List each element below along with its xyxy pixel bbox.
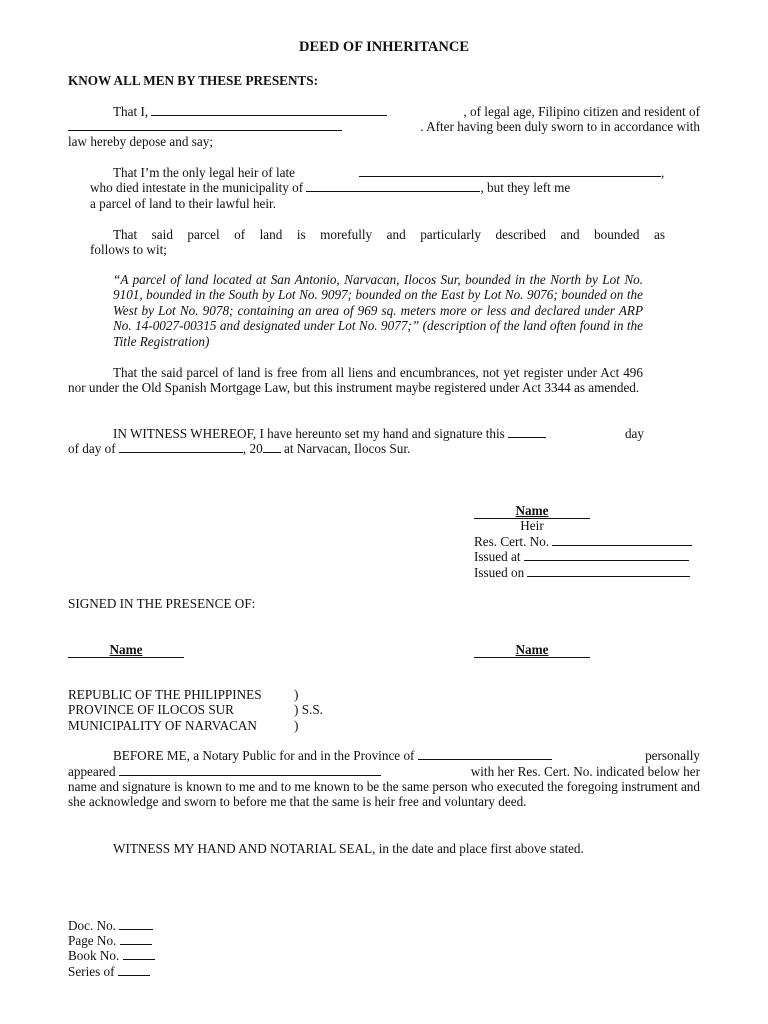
province-blank[interactable] [418, 749, 552, 760]
heir-role: Heir [520, 518, 544, 533]
issued-on-label: Issued on [474, 565, 525, 580]
paragraph-2-line-2 [90, 180, 570, 195]
res-cert-row [474, 534, 692, 549]
p1-text-a: That I, [113, 104, 152, 119]
notary-text-a: BEFORE ME, a Notary Public for and in the Province of [113, 748, 415, 763]
notary-text-e: name and signature is known to me and to me known to be the same person who executed the foregoing instrument and she acknowledge and sworn to before me that the same is heir free and voluntary deed. [68, 779, 700, 810]
series-label: Series of [68, 964, 115, 979]
doc-no-row [68, 918, 153, 933]
p1-text-d: law hereby depose and say; [68, 134, 214, 149]
p2-text-d: , but they left me [480, 180, 571, 195]
witness-seal: WITNESS MY HAND AND NOTARIAL SEAL, in the date and place first above stated. [113, 841, 584, 856]
venue-line-3: MUNICIPALITY OF NARVACAN [68, 718, 257, 733]
issued-at-blank[interactable] [524, 550, 689, 561]
paragraph-1-line-2 [68, 119, 700, 134]
p1-text-c: . After having been duly sworn to in accordance with [420, 119, 700, 134]
paragraph-4: That the said parcel of land is free from all liens and encumbrances, not yet register under Act 496 nor under the Old Spanish Mortgage Law, but this instrument maybe registered under Act 3344 as amended. [68, 365, 643, 396]
declarant-name-blank[interactable] [151, 105, 387, 116]
issued-at-label: Issued at [474, 549, 521, 564]
page-no-row [68, 933, 152, 948]
book-no-blank[interactable] [123, 949, 155, 960]
res-cert-label: Res. Cert. No. [474, 534, 550, 549]
p1-text-b: , of legal age, Filipino citizen and resident of [463, 104, 700, 119]
p5-text-b: day [624, 426, 644, 441]
document-title: DEED OF INHERITANCE [299, 39, 469, 55]
residence-blank[interactable] [68, 120, 342, 131]
heir-name-label: Name [515, 503, 549, 518]
paragraph-5-line-2 [68, 441, 410, 456]
notary-line-1 [68, 748, 700, 763]
witness-right-signature[interactable] [474, 642, 590, 658]
greeting: KNOW ALL MEN BY THESE PRESENTS: [68, 73, 319, 88]
venue-line-2: PROVINCE OF ILOCOS SUR [68, 702, 234, 717]
p2-text-c: who died intestate in the municipality of [90, 180, 304, 195]
notary-text-c: appeared [68, 764, 116, 779]
series-blank[interactable] [118, 965, 150, 976]
p3-text-a: That said parcel of land is morefully and particularly described and bounded as [113, 227, 665, 242]
paragraph-5-line-1 [68, 426, 644, 441]
p2-text-b: , [661, 165, 665, 180]
heir-name-signature[interactable] [474, 503, 590, 519]
p5-text-c: of day of [68, 441, 116, 456]
venue-line-1: REPUBLIC OF THE PHILIPPINES [68, 687, 262, 702]
municipality-blank[interactable] [306, 181, 480, 192]
book-no-row [68, 948, 155, 963]
paragraph-1-line-1 [68, 104, 700, 119]
issued-on-blank[interactable] [527, 566, 690, 577]
p2-text-e: a parcel of land to their lawful heir. [90, 196, 277, 211]
venue-bracket-2: ) S.S. [294, 702, 323, 717]
issued-at-row [474, 549, 689, 564]
signed-in-presence: SIGNED IN THE PRESENCE OF: [68, 596, 256, 611]
paragraph-3-line-1 [90, 227, 665, 242]
page-no-blank[interactable] [120, 934, 152, 945]
series-row [68, 964, 150, 979]
paragraph-2-line-1 [90, 165, 665, 180]
p3-text-b: follows to wit; [90, 242, 167, 257]
venue-bracket-3: ) [294, 718, 299, 733]
issued-on-row [474, 565, 690, 580]
p5-text-e: at Narvacan, Ilocos Sur. [283, 441, 411, 456]
page-no-label: Page No. [68, 933, 117, 948]
witness-left-name: Name [109, 642, 143, 657]
res-cert-blank[interactable] [552, 535, 692, 546]
month-blank[interactable] [119, 442, 243, 453]
p5-text-d: , 20 [242, 441, 263, 456]
late-heir-name-blank[interactable] [359, 166, 661, 177]
doc-no-label: Doc. No. [68, 918, 116, 933]
notary-text-d: with her Res. Cert. No. indicated below her [470, 764, 700, 779]
appeared-name-blank[interactable] [119, 765, 381, 776]
venue-bracket-1: ) [294, 687, 299, 702]
book-no-label: Book No. [68, 948, 120, 963]
p2-text-a: That I’m the only legal heir of late [113, 165, 295, 180]
land-description-quote: “A parcel of land located at San Antonio, Narvacan, Ilocos Sur, bounded in the North by Lot No. 9101, bounded in the South by Lot No. 9097; bounded on the East by Lot No. 9076; bounded on the West by Lot No. 9078; containing an area of 969 sq. meters more or less and declared under ARP No. 14-0027-00315 and designated under Lot No. 9077;” (description of the land often found in the Title Registration) [113, 272, 643, 349]
witness-right-name: Name [515, 642, 549, 657]
witness-left-signature[interactable] [68, 642, 184, 658]
year-blank[interactable] [263, 442, 281, 453]
day-blank[interactable] [508, 427, 546, 438]
doc-no-blank[interactable] [119, 919, 153, 930]
p5-text-a: IN WITNESS WHEREOF, I have hereunto set my hand and signature this [113, 426, 505, 441]
notary-text-b: personally [645, 748, 700, 763]
notary-line-2 [68, 764, 700, 779]
